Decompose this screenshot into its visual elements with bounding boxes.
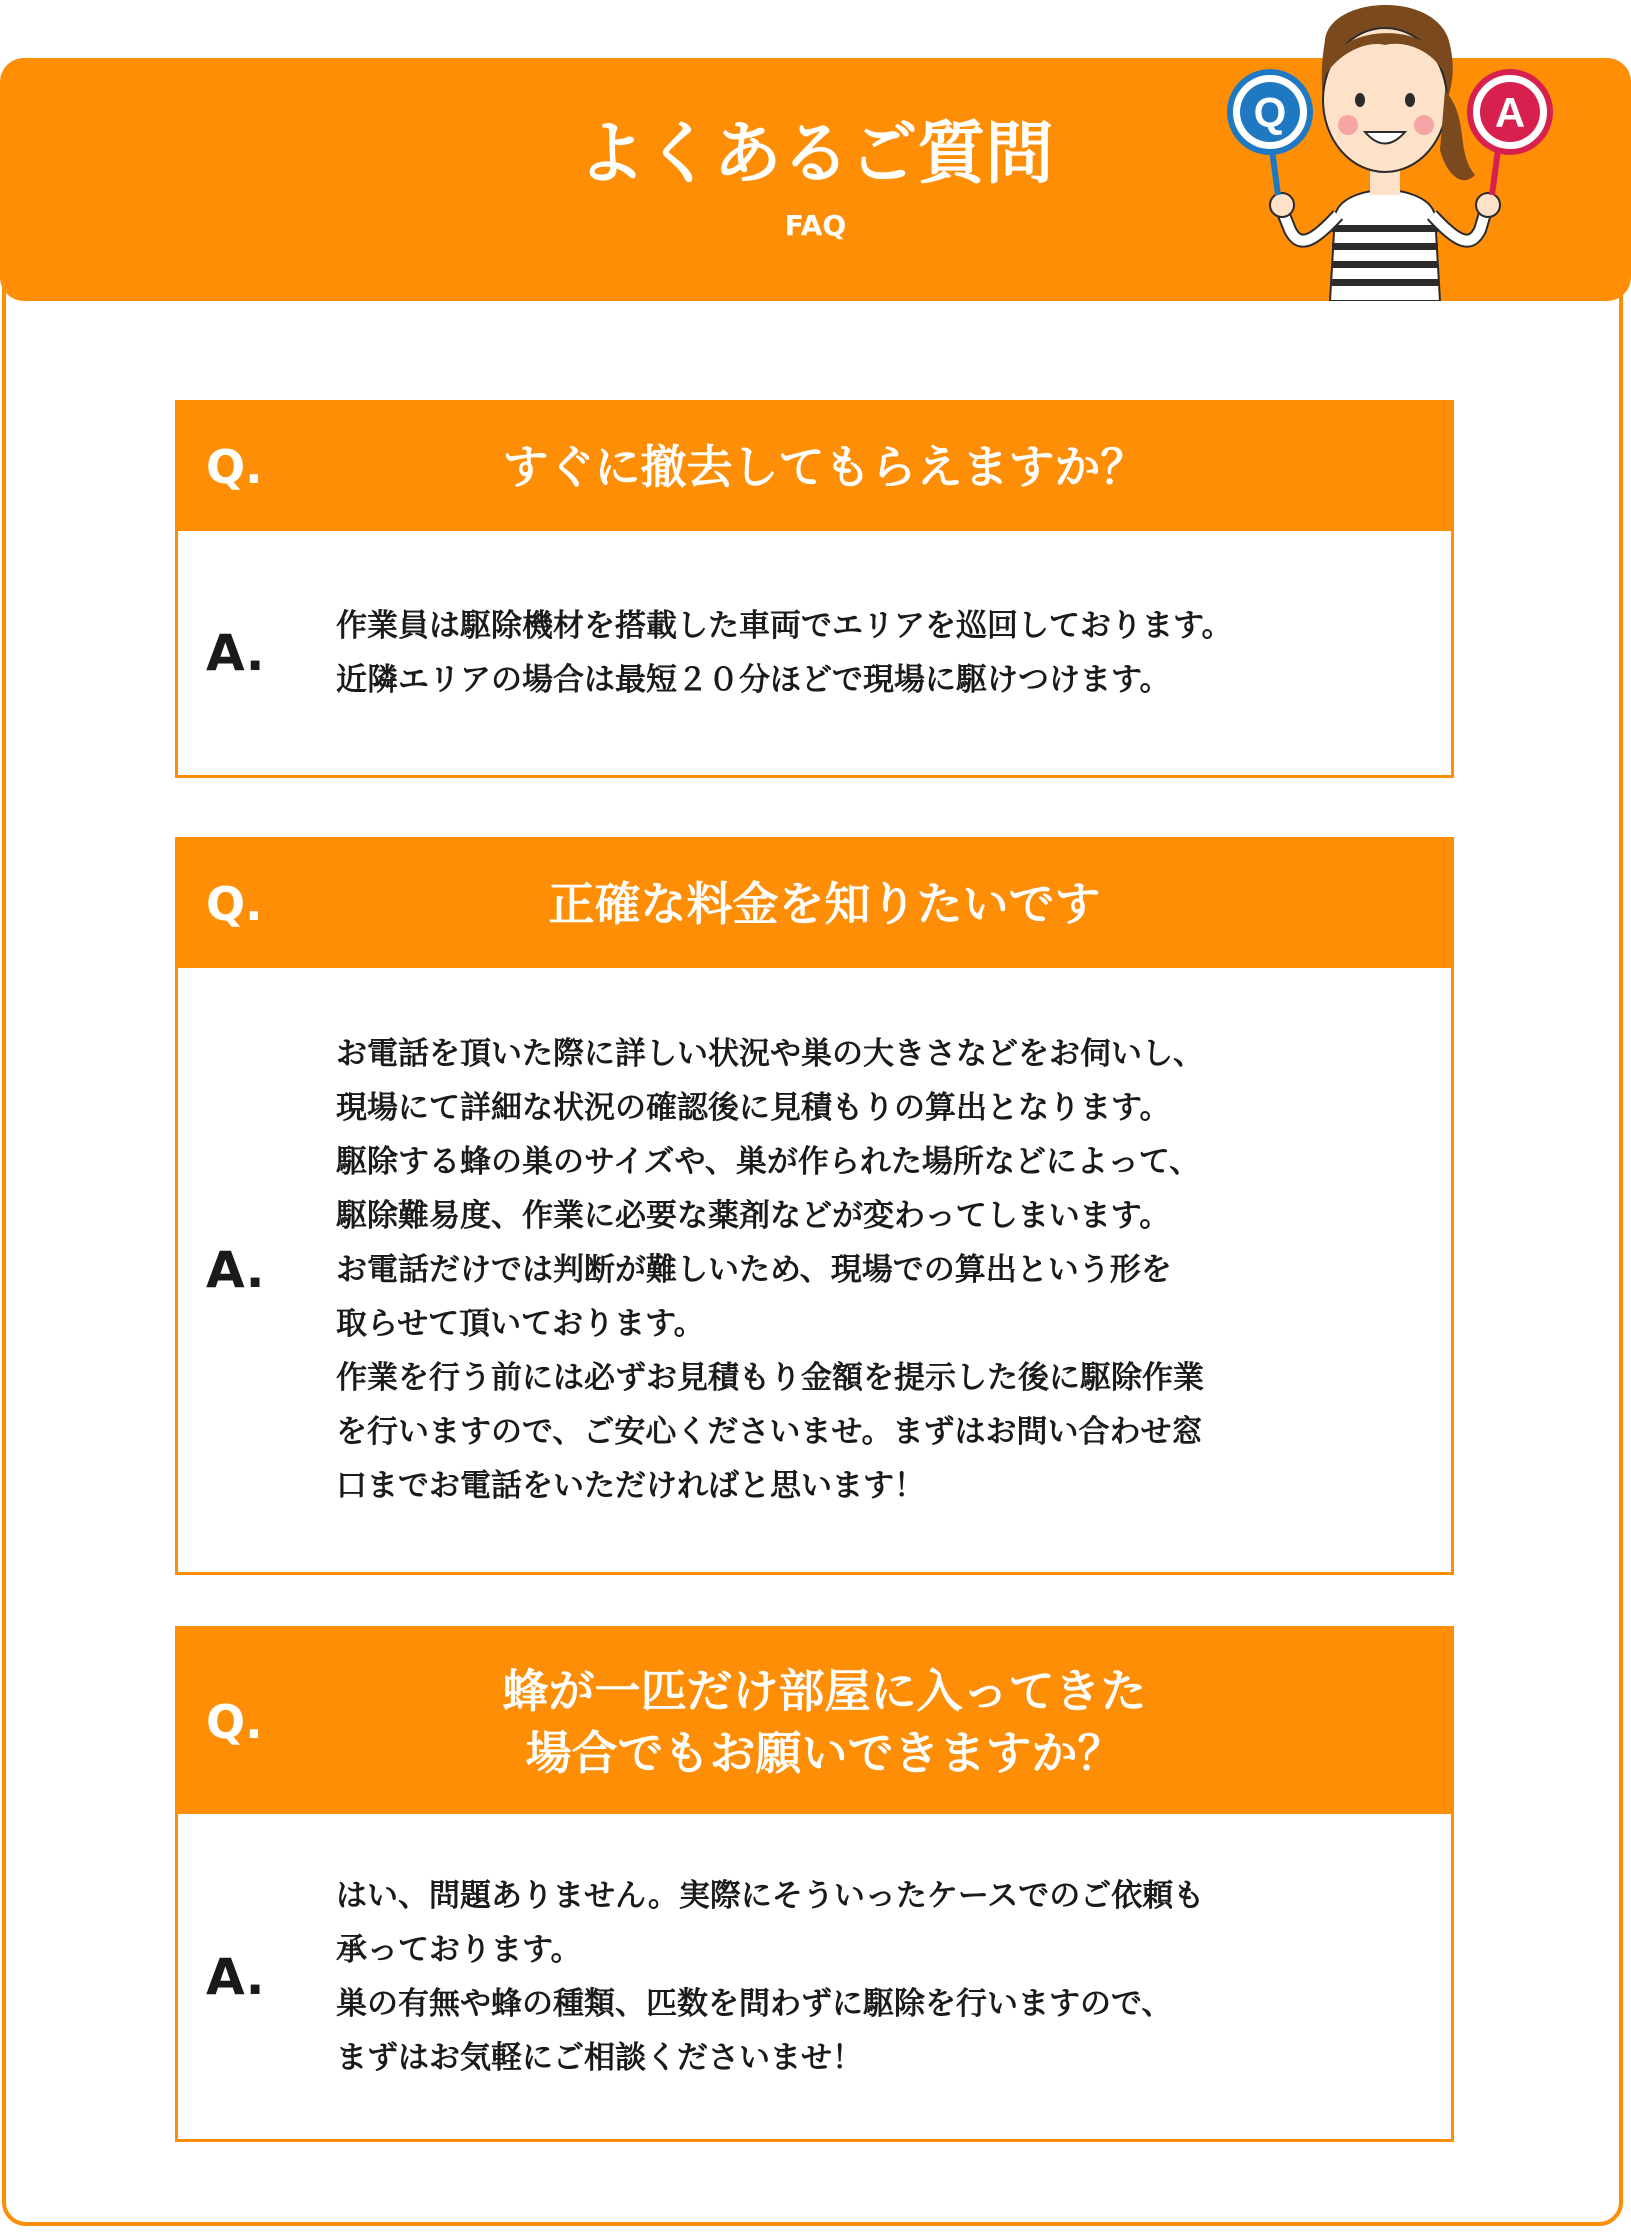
answer-body [178, 531, 1451, 775]
question-text: すぐに撤去してもらえますか？ [502, 440, 1147, 494]
question-mark-label: Q. [206, 1694, 263, 1749]
answer-body [178, 968, 1451, 1572]
question-bar [178, 840, 1451, 968]
question-mark-label: Q. [206, 440, 263, 494]
q-badge-icon [1230, 72, 1310, 152]
page-title: よくあるご質問 [577, 115, 1054, 194]
answer-mark-label: A. [206, 1947, 265, 2006]
question-bar [178, 403, 1451, 531]
striped-shirt [1330, 190, 1440, 301]
question-bar [178, 1629, 1451, 1814]
faq-item-3 [175, 1626, 1454, 2142]
answer-text: 作業員は駆除機材を搭載した車両でエリアを巡回しております。 近隣エリアの場合は最短２０分ほどで現場に駆けつけます。 [336, 608, 1233, 698]
answer-mark-label: A. [206, 1241, 265, 1299]
a-badge-icon [1470, 72, 1550, 152]
question-mark-label: Q. [206, 877, 263, 931]
a-badge-label: A [1494, 89, 1526, 136]
answer-text: はい、問題ありません。実際にそういったケースでのご依頼も 承っております。 巣の有無や蜂の種類、匹数を問わずに駆除を行いますので、 まずはお気軽にご相談くださいませ！ [336, 1877, 1205, 2076]
q-badge-label: Q [1253, 89, 1287, 136]
answer-text: お電話を頂いた際に詳しい状況や巣の大きさなどをお伺いし、 現場にて詳細な状況の確認後に見積もりの算出となります。 駆除する蜂の巣のサイズや、巣が作られた場所などによって、 駆除難易度、作業に必要な薬剤などが変わってしまいます。 お電話だけでは判断が難しいため、現場での算出という形を 取らせて頂いております。 作業を行う前には必ずお見積もり金額を提示した後に駆除作業 を行いますので、ご安心くださいませ。まずはお問い合わせ窓 口までお電話をいただければと思います！ [336, 1036, 1204, 1504]
question-text: 蜂が一匹だけ部屋に入ってきた 場合でもお願いできますか？ [502, 1663, 1147, 1780]
answer-mark-label: A. [206, 624, 265, 682]
faq-item-1 [175, 400, 1454, 778]
faq-item-2 [175, 837, 1454, 1575]
qa-mascot-illustration [1220, 0, 1560, 301]
page-subtitle: FAQ [784, 209, 847, 242]
answer-body [178, 1814, 1451, 2139]
question-text: 正確な料金を知りたいです [548, 877, 1101, 931]
